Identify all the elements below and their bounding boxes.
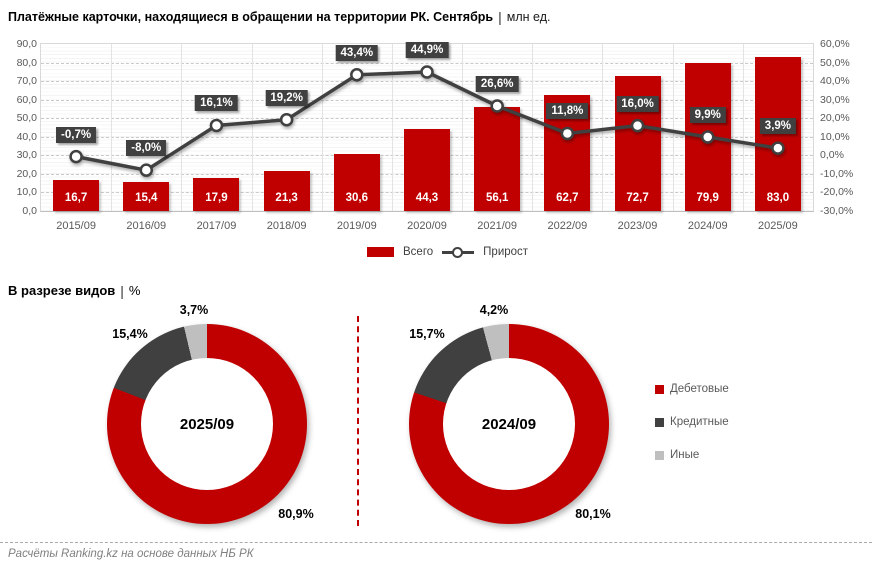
title-separator: | — [498, 9, 502, 25]
legend-bar-label: Всего — [403, 246, 434, 258]
donut-2025-center-label: 2025/09 — [179, 416, 235, 433]
right-axis-tick: 0,0% — [820, 149, 844, 162]
line-marker — [141, 165, 152, 176]
bar-value-label: 21,3 — [275, 192, 298, 204]
legend-item-other — [655, 448, 729, 462]
category-label: 2016/09 — [126, 220, 167, 232]
legend-line-label: Прирост — [483, 246, 529, 258]
donut-2024-debit-label: 80,1% — [575, 507, 611, 521]
line-marker — [562, 128, 573, 139]
line-marker — [772, 143, 783, 154]
growth-value-label: -0,7% — [56, 127, 96, 143]
category-label: 2015/09 — [56, 220, 96, 232]
right-axis-tick: -20,0% — [820, 186, 854, 199]
line-marker — [702, 131, 713, 142]
right-axis-tick: 40,0% — [820, 75, 850, 88]
right-axis-tick: -30,0% — [820, 205, 854, 217]
category-label: 2023/09 — [617, 220, 658, 232]
section-heading — [8, 283, 140, 299]
bar-value-label: 56,1 — [485, 192, 509, 204]
left-axis-tick: 80,0 — [16, 56, 37, 69]
credit-swatch — [655, 418, 664, 427]
section-heading-text: В разрезе видов — [8, 283, 116, 298]
right-axis-tick: 30,0% — [820, 93, 850, 106]
page-title-unit: млн ед. — [506, 10, 551, 24]
left-axis-tick: 20,0 — [16, 167, 37, 180]
donut-2024-credit-label: 15,7% — [409, 327, 445, 341]
category-label: 2022/09 — [547, 220, 588, 232]
category-label: 2024/09 — [687, 220, 728, 232]
footer-divider — [0, 542, 872, 543]
category-label: 2020/09 — [407, 220, 447, 232]
category-label: 2025/09 — [758, 220, 798, 232]
growth-value-label: 26,6% — [476, 76, 519, 92]
bar-value-label: 83,0 — [766, 192, 790, 204]
right-axis-tick: 60,0% — [820, 38, 850, 50]
bar-value-label: 79,9 — [696, 192, 719, 204]
right-axis-tick: 50,0% — [820, 56, 850, 69]
category-label: 2021/09 — [477, 220, 518, 232]
debit-label: Дебетовые — [670, 383, 729, 395]
bar-value-label: 62,7 — [556, 192, 579, 204]
left-axis-tick: 90,0 — [16, 38, 37, 50]
debit-swatch — [655, 385, 664, 394]
line-marker — [492, 100, 503, 111]
growth-value-label: 11,8% — [546, 103, 588, 119]
combo-chart — [16, 38, 854, 232]
line-marker — [281, 114, 292, 125]
right-axis-tick: 10,0% — [820, 130, 850, 143]
growth-value-label: 19,2% — [265, 90, 308, 106]
category-label: 2017/09 — [196, 220, 237, 232]
donut-2025-other-label: 3,7% — [179, 303, 209, 317]
growth-value-label: 3,9% — [760, 118, 796, 134]
donut-2024-center-label: 2024/09 — [481, 416, 537, 433]
other-swatch — [655, 451, 664, 460]
bar-value-label: 72,7 — [626, 192, 649, 204]
bar-value-label: 17,9 — [205, 192, 228, 204]
line-marker — [211, 120, 222, 131]
section-separator: | — [120, 283, 124, 299]
left-axis-tick: 0,0 — [22, 205, 37, 217]
combo-legend — [367, 246, 528, 258]
other-label: Иные — [670, 449, 700, 461]
donut-2025-credit-label: 15,4% — [112, 327, 148, 341]
donut-legend — [655, 382, 729, 481]
section-heading-unit: % — [128, 283, 141, 298]
growth-value-label: 43,4% — [336, 45, 379, 61]
category-label: 2019/09 — [336, 220, 377, 232]
legend-bar-swatch — [367, 247, 394, 257]
left-axis-tick: 10,0 — [16, 186, 37, 199]
line-marker — [351, 69, 362, 80]
right-axis-tick: 20,0% — [820, 112, 850, 125]
legend-line-swatch — [442, 247, 474, 258]
left-axis-tick: 50,0 — [16, 112, 37, 125]
bar-value-label: 30,6 — [345, 192, 368, 204]
left-axis-tick: 60,0 — [16, 93, 37, 106]
line-marker — [632, 120, 643, 131]
growth-value-label: -8,0% — [126, 140, 166, 156]
page-title-text: Платёжные карточки, находящиеся в обращении на территории РК. Сентябрь — [8, 10, 494, 24]
line-marker — [422, 67, 433, 78]
credit-label: Кредитные — [670, 416, 729, 428]
category-label: 2018/09 — [266, 220, 307, 232]
donut-2024-other-label: 4,2% — [479, 303, 509, 317]
legend-item-credit — [655, 415, 729, 429]
bar-value-label: 15,4 — [135, 192, 158, 204]
footer-source: Расчёты Ranking.kz на основе данных НБ РК — [8, 548, 254, 560]
donut-2025-debit-label: 80,9% — [278, 507, 314, 521]
left-axis-tick: 40,0 — [16, 130, 37, 143]
growth-value-label: 16,0% — [616, 96, 659, 112]
legend-item-debit — [655, 382, 729, 396]
growth-line — [41, 44, 813, 211]
bar-value-label: 44,3 — [415, 192, 439, 204]
growth-value-label: 16,1% — [195, 95, 238, 111]
growth-value-label: 44,9% — [406, 42, 449, 58]
line-marker — [71, 151, 82, 162]
left-axis-tick: 70,0 — [16, 75, 37, 88]
left-axis-tick: 30,0 — [16, 149, 37, 162]
right-axis-tick: -10,0% — [820, 167, 854, 180]
growth-value-label: 9,9% — [690, 107, 726, 123]
bar-value-label: 16,7 — [64, 192, 88, 204]
page-title — [8, 9, 550, 25]
donut-divider-line — [357, 316, 359, 526]
